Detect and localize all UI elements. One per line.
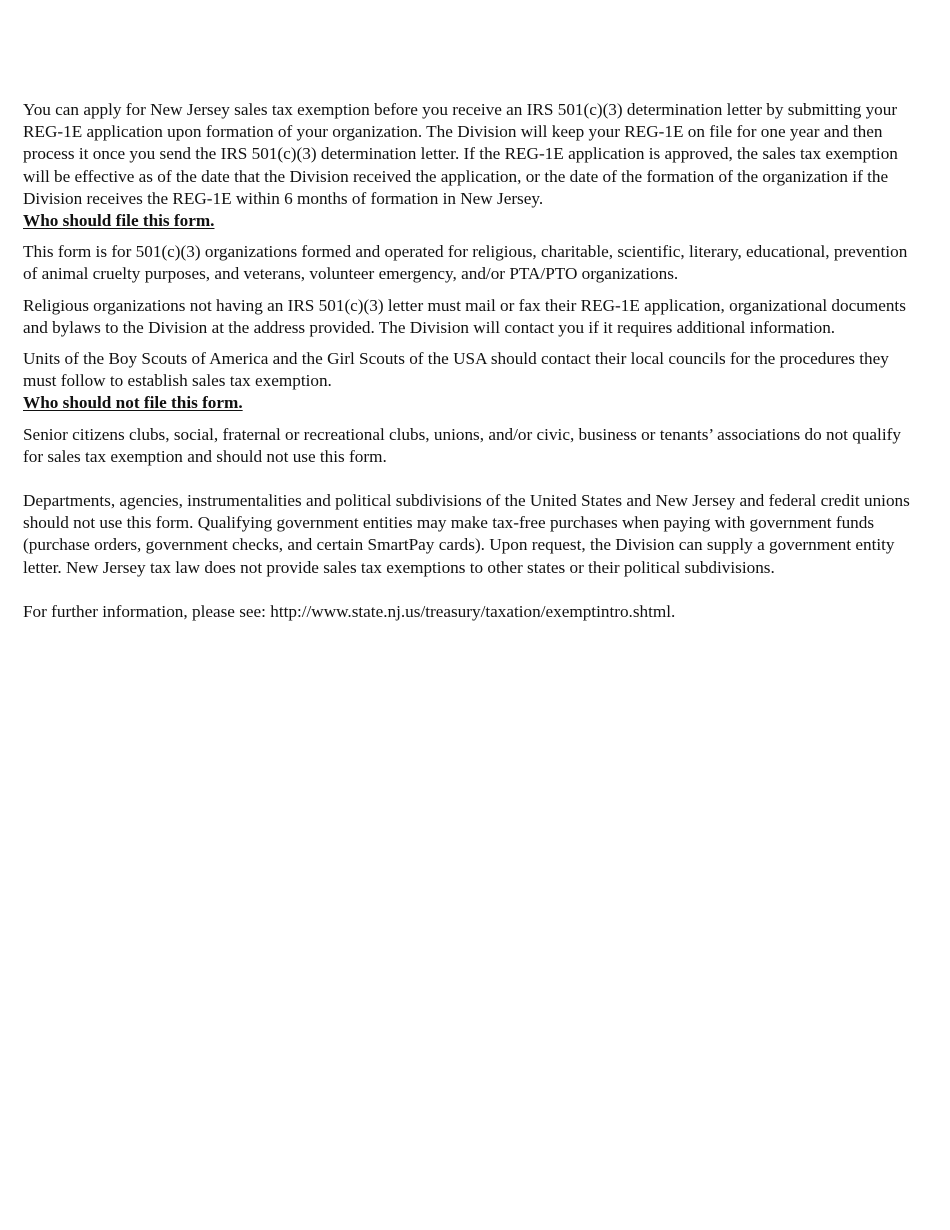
who-should-not-file-heading: Who should not file this form. (23, 393, 243, 413)
who-should-file-heading: Who should file this form. (23, 211, 215, 231)
who-should-file-paragraph-2: Religious organizations not having an IRS 501(c)(3) letter must mail or fax their REG-1E application, organizational documents and bylaws to the Division at the address provided. The Division will contact you if it requires additional information. (23, 295, 906, 337)
document-page (23, 99, 925, 623)
who-should-file-paragraph-1: This form is for 501(c)(3) organizations formed and operated for religious, charitable, scientific, literary, educational, prevention of animal cruelty purposes, and veterans, volunteer emergency, and/or PTA/PTO organizations. (23, 242, 908, 284)
who-should-not-file-paragraph-1: Senior citizens clubs, social, fraternal or recreational clubs, unions, and/or civic, business or tenants’ associations do not qualify for sales tax exemption and should not use this form. (23, 424, 901, 466)
further-info-paragraph: For further information, please see: http://www.state.nj.us/treasury/taxation/exemptintro.shtml. (23, 601, 676, 621)
intro-paragraph: You can apply for New Jersey sales tax exemption before you receive an IRS 501(c)(3) determination letter by submitting your REG-1E application upon formation of your organization. The Division will keep your REG-1E on file for one year and then process it once you send the IRS 501(c)(3) determination letter. If the REG-1E application is approved, the sales tax exemption will be effective as of the date that the Division received the application, or the date of the formation of the organization if the Division receives the REG-1E within 6 months of formation in New Jersey. (23, 100, 898, 208)
who-should-not-file-paragraph-2: Departments, agencies, instrumentalities and political subdivisions of the United States and New Jersey and federal credit unions should not use this form. Qualifying government entities may make tax-free purchases when paying with government funds (purchase orders, government checks, and certain SmartPay cards). Upon request, the Division can supply a government entity letter. New Jersey tax law does not provide sales tax exemptions to other states or their political subdivisions. (23, 491, 910, 577)
who-should-file-paragraph-3: Units of the Boy Scouts of America and the Girl Scouts of the USA should contact their local councils for the procedures they must follow to establish sales tax exemption. (23, 349, 889, 391)
